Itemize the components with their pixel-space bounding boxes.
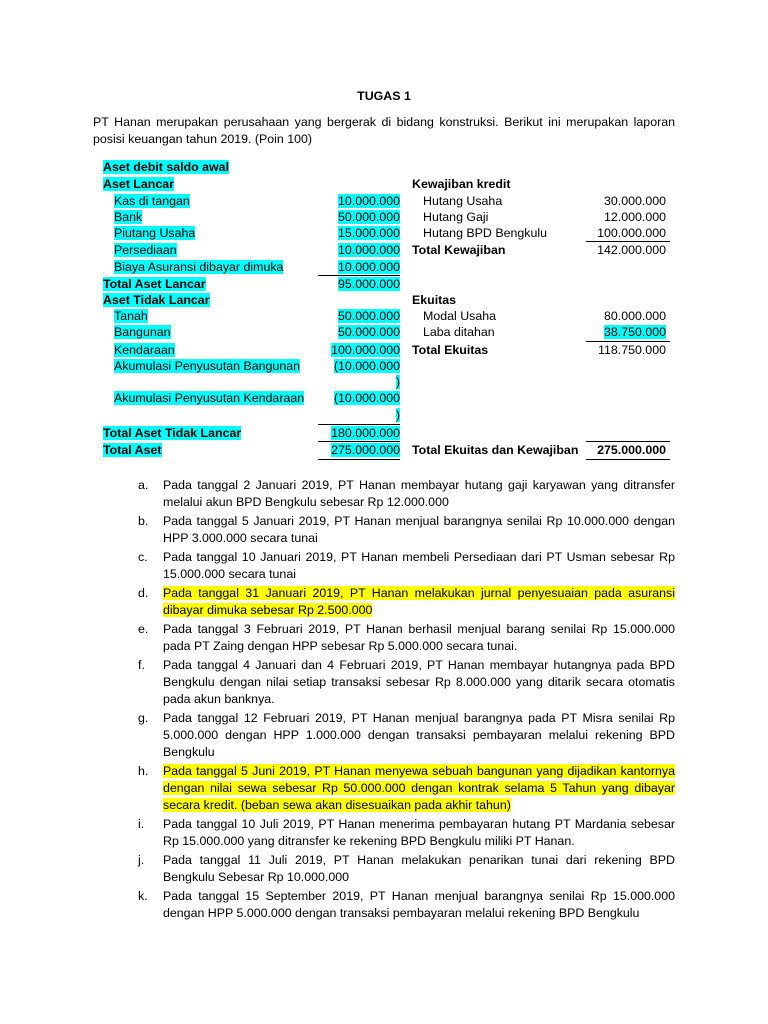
transaction-text: Pada tanggal 12 Februari 2019, PT Hanan menjual barangnya pada PT Misra senilai Rp 5.000.000 dengan HPP 1.000.000 dengan transaksi pembayaran melalui rekening BPD Bengkulu (163, 711, 675, 759)
asset-value-continued: ) (395, 408, 400, 422)
transaction-text: Pada tanggal 5 Januari 2019, PT Hanan menjual barangnya senilai Rp 10.000.000 dengan HPP 3.000.000 secara tunai (163, 514, 675, 545)
total-noncurrent-assets-label: Total Aset Tidak Lancar (103, 426, 242, 440)
total-assets-value: 275.000.000 (331, 443, 400, 457)
list-marker: h. (138, 764, 149, 778)
list-item (138, 621, 675, 655)
asset-value-continued: ) (395, 375, 400, 389)
intro-paragraph: PT Hanan merupakan perusahaan yang bergerak di bidang konstruksi. Berikut ini merupakan laporan posisi keuangan tahun 2019. (Poin 100) (93, 115, 675, 146)
asset-label: Piutang Usaha (114, 226, 196, 240)
transaction-text: Pada tanggal 10 Juli 2019, PT Hanan menerima pembayaran hutang PT Mardania sebesar Rp 15.000.000 yang ditransfer ke rekening BPD Bengkulu miliki PT Hanan. (163, 817, 675, 848)
asset-label: Biaya Asuransi dibayar dimuka (114, 260, 284, 274)
asset-label: Bangunan (114, 325, 171, 339)
transaction-text: Pada tanggal 10 Januari 2019, PT Hanan membeli Persediaan dari PT Usman sebesar Rp 15.000.000 secara tunai (163, 550, 675, 581)
asset-value: 15.000.000 (337, 226, 400, 240)
equity-header: Ekuitas (412, 293, 457, 307)
total-assets-label: Total Aset (103, 443, 162, 457)
list-marker: g. (138, 711, 149, 725)
list-marker: e. (138, 622, 149, 636)
list-item (138, 763, 675, 814)
list-marker: d. (138, 586, 149, 600)
asset-value: 50.000.000 (337, 325, 400, 339)
transaction-text: Pada tanggal 11 Juli 2019, PT Hanan melakukan penarikan tunai dari rekening BPD Bengkulu Sebesar Rp 10.000.000 (163, 853, 675, 884)
asset-label: Tanah (114, 309, 148, 323)
total-equity-liabilities-label: Total Ekuitas dan Kewajiban (412, 443, 579, 457)
equity-label: Modal Usaha (423, 309, 497, 323)
list-item (138, 888, 675, 922)
equity-label: Laba ditahan (423, 325, 495, 339)
list-item (138, 513, 675, 547)
transaction-text: Pada tanggal 2 Januari 2019, PT Hanan membayar hutang gaji karyawan yang ditransfer melalui akun BPD Bengkulu sebesar Rp 12.000.000 (163, 478, 675, 509)
transaction-text-highlighted: Pada tanggal 31 Januari 2019, PT Hanan melakukan jurnal penyesuaian pada asuransi dibayar dimuka sebesar Rp 2.500.000 (163, 586, 675, 617)
list-marker: k. (138, 889, 148, 903)
list-item (138, 657, 675, 708)
list-item (138, 549, 675, 583)
total-current-assets-label: Total Aset Lancar (103, 277, 206, 291)
asset-value: 10.000.000 (337, 194, 400, 208)
document-title: TUGAS 1 (357, 89, 411, 103)
liability-label: Hutang Usaha (423, 194, 503, 208)
transaction-text: Pada tanggal 15 September 2019, PT Hanan menjual barangnya senilai Rp 15.000.000 dengan HPP 5.000.000 dengan transaksi pembayaran melalui rekening BPD Bengkulu (163, 889, 675, 920)
asset-value: (10.000.000 (333, 391, 400, 405)
asset-label: Akumulasi Penyusutan Bangunan (114, 359, 300, 373)
asset-value: (10.000.000 (333, 359, 400, 373)
asset-label: Persediaan (114, 243, 177, 257)
equity-value: 80.000.000 (603, 309, 666, 323)
list-item (138, 477, 675, 511)
asset-value: 100.000.000 (331, 343, 400, 357)
list-marker: b. (138, 514, 149, 528)
list-marker: a. (138, 478, 149, 492)
liability-value: 30.000.000 (603, 194, 666, 208)
list-marker: c. (138, 550, 148, 564)
total-liabilities-label: Total Kewajiban (412, 243, 506, 257)
asset-value: 50.000.000 (337, 309, 400, 323)
transaction-text-highlighted: Pada tanggal 5 Juni 2019, PT Hanan menyewa sebuah bangunan yang dijadikan kantornya dengan nilai sewa sebesar Rp 50.000.000 dengan kontrak selama 5 Tahun yang dibayar secara kredit. (beban sewa akan disesuaikan pada akhir tahun) (163, 764, 675, 812)
list-marker: f. (138, 658, 145, 672)
liability-value: 12.000.000 (603, 210, 666, 224)
transaction-list (138, 477, 675, 924)
asset-label: Kendaraan (114, 343, 175, 357)
asset-label: Kas di tangan (114, 194, 190, 208)
double-rule (586, 459, 670, 460)
asset-label: Bank (114, 210, 143, 224)
total-equity-value: 118.750.000 (598, 343, 666, 357)
liability-value: 100.000.000 (597, 226, 666, 240)
asset-value: 10.000.000 (337, 260, 400, 274)
list-item (138, 816, 675, 850)
list-item (138, 710, 675, 761)
liabilities-header: Kewajiban kredit (412, 177, 511, 191)
current-assets-header: Aset Lancar (103, 177, 174, 191)
total-current-assets-value: 95.000.000 (337, 277, 400, 291)
asset-value: 10.000.000 (337, 243, 400, 257)
liability-label: Hutang BPD Bengkulu (423, 226, 547, 240)
list-item (138, 585, 675, 619)
list-marker: i. (138, 817, 145, 831)
noncurrent-assets-header: Aset Tidak Lancar (103, 293, 210, 307)
transaction-text: Pada tanggal 4 Januari dan 4 Februari 2019, PT Hanan membayar hutangnya pada BPD Bengkulu dengan nilai setiap transaksi sebesar Rp 8.000.000 yang ditarik secara otomatis pada akun banknya. (163, 658, 675, 706)
asset-value: 50.000.000 (337, 210, 400, 224)
total-equity-liabilities-value: 275.000.000 (597, 443, 666, 457)
total-equity-label: Total Ekuitas (412, 343, 489, 357)
total-liabilities-value: 142.000.000 (597, 243, 666, 257)
total-noncurrent-assets-value: 180.000.000 (331, 426, 400, 440)
double-rule (318, 459, 400, 460)
transaction-text: Pada tanggal 3 Februari 2019, PT Hanan berhasil menjual barang senilai Rp 15.000.000 pada PT Zaing dengan HPP sebesar Rp 5.000.000 secara tunai. (163, 622, 675, 653)
list-item (138, 852, 675, 886)
liability-label: Hutang Gaji (423, 210, 489, 224)
asset-label: Akumulasi Penyusutan Kendaraan (114, 391, 305, 405)
list-marker: j. (138, 853, 145, 867)
equity-value: 38.750.000 (603, 325, 666, 339)
assets-header: Aset debit saldo awal (103, 160, 230, 174)
